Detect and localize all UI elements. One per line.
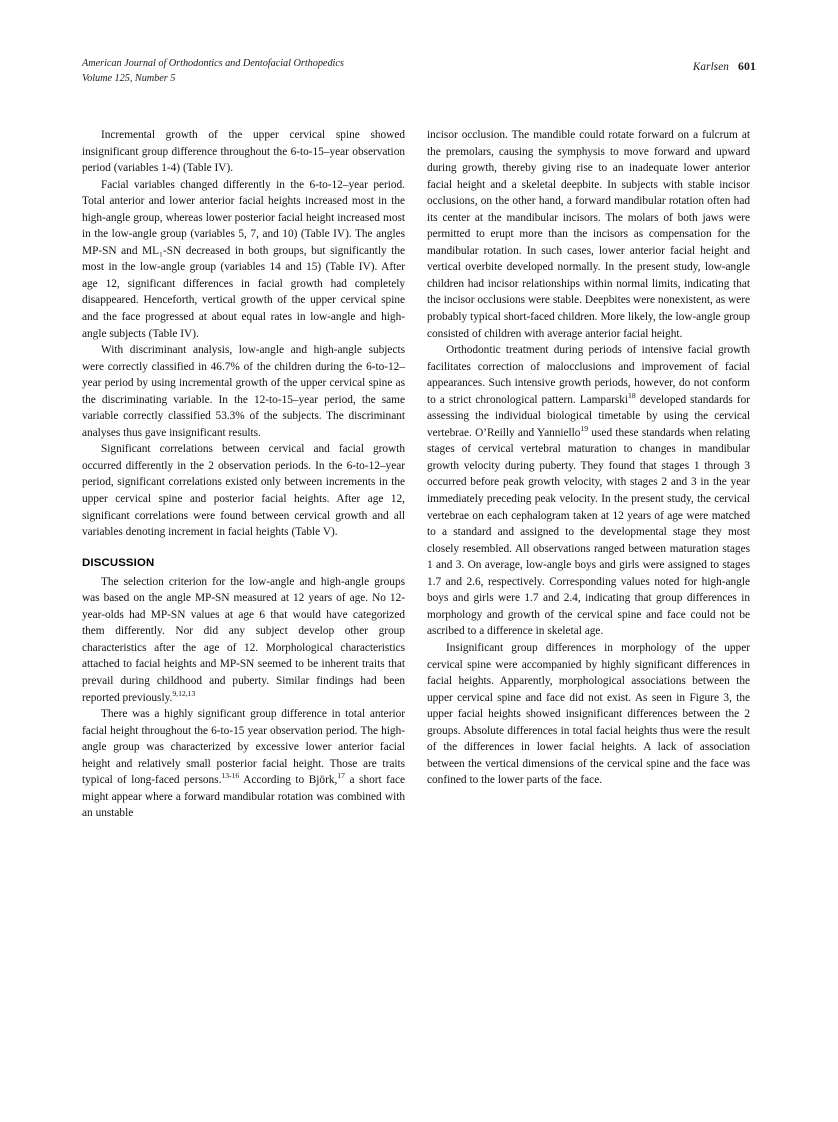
section-heading-discussion: DISCUSSION xyxy=(82,557,155,570)
journal-title: American Journal of Orthodontics and Dentofacial Orthopedics xyxy=(82,58,344,69)
reference-superscript: 13-16 xyxy=(221,771,240,781)
reference-superscript: 17 xyxy=(337,771,345,781)
paragraph-text: The selection criterion for the low-angle and high-angle groups was based on the angle MP-SN measured at 12 years of age. No 12-year-olds had MP-SN values at age 6 that would have categorized them differently. Nor did any subject develop other group characteristics after the age of 12. Morphological characteristics attached to facial heights and MP-SN seemed to be inherent traits that prevail during childhood and puberty. Similar findings had been reported previously. xyxy=(82,575,405,704)
paragraph-text: There was a highly significant group difference in total anterior facial height throughout the 6-to-15 year observation period. The high-angle group was characterized by excessive lower anterior facial height and relatively small posterior facial height. Those are traits typical of long-faced persons. xyxy=(82,708,405,787)
paragraph: With discriminant analysis, low-angle and high-angle subjects were correctly classified in 46.7% of the children during the 6-to-12–year period by using incremental growth of the upper cervical spine as the discriminating variable. In the 12-to-15–year period, the same variable correctly classified 53.3% of the subjects. The discriminant analyses thus gave insignificant results. xyxy=(82,344,405,439)
reference-superscript: 18 xyxy=(628,390,636,400)
paragraph-text: Orthodontic treatment during periods of intensive facial growth facilitates correction of malocclusions and improvement of facial appearances. Such intensive growth periods, however, do not conform to a strict chronological pattern. Lamparski xyxy=(427,344,750,406)
page-number: 601 xyxy=(738,59,756,73)
paragraph: Incremental growth of the upper cervical spine showed insignificant group difference throughout the 6-to-15–year observation period (variables 1-4) (Table IV). xyxy=(82,129,405,175)
paragraph: Insignificant group differences in morphology of the upper cervical spine were accompanied by highly significant differences in facial heights. Apparently, morphological associations between the upper cervical spine and face did not exist. As seen in Figure 3, the upper facial heights showed insignificant differences between the 2 groups. Absolute differences in total facial heights thus were the result of the differences in lower facial heights. A lack of association between the vertical dimensions of the cervical spine and the face was confined to the lower parts of the face. xyxy=(427,641,750,787)
paragraph-text: developed standards for assessing the individual biological timetable by using the cervical vertebrae. O’Reilly and Yanniello xyxy=(427,393,750,439)
paragraph xyxy=(82,706,405,822)
running-head-author-page xyxy=(693,57,756,75)
left-column xyxy=(82,127,405,822)
author-name: Karlsen xyxy=(692,61,729,73)
reference-superscript: 19 xyxy=(580,424,589,434)
paragraph xyxy=(427,342,750,640)
paragraph: Facial variables changed differently in the 6-to-12–year period. Total anterior and lower anterior facial heights increased most in the high-angle group, whereas lower posterior facial height increased most in the low-angle group (variables 5, 7, and 10) (Table IV). The angles MP-SN and ML₁-SN decreased in both groups, but significantly the most in the low-angle group (variables 14 and 15) (Table IV). After age 12, significant differences in facial growth had completely disappeared. Henceforth, vertical growth of the upper cervical spine and the face progressed at about equal rates in low-angle and high-angle subjects (Table IV). xyxy=(82,178,405,340)
paragraph: incisor occlusion. The mandible could rotate forward on a fulcrum at the premolars, causing the symphysis to move forward and upward during growth, thereby giving rise to an inadequate lower anterior facial height and a skeletal deepbite. In subjects with stable incisor occlusions, on the other hand, a forward mandibular rotation often had its center at the mandibular incisors. The molars of both jaws were permitted to erupt more than the incisors as compensation for the mandibular rotation. In such cases, lower anterior facial height and vertical overbite developed normally. In the present study, low-angle children had incisor relationships within normal limits, indicating that the incisor occlusions were stable. Deepbites were nonexistent, as were probably typical short-faced children. More likely, the low-angle group consisted of children with average anterior facial height. xyxy=(427,129,750,340)
running-head xyxy=(82,57,756,91)
right-column xyxy=(427,127,750,789)
paragraph-text: a short face might appear where a forward mandibular rotation was combined with an unstable xyxy=(82,774,405,820)
volume-issue: Volume 125, Number 5 xyxy=(82,72,176,84)
paragraph: Significant correlations between cervical and facial growth occurred differently in the 2 observation periods. In the 6-to-12–year period, significant correlations existed only between increments in the upper cervical spine and posterior facial heights. After age 12, significant correlations were found between cervical growth and all variables denoting increment in facial heights (Table V). xyxy=(82,443,405,539)
running-head-journal xyxy=(82,57,344,86)
reference-superscript: 9,12,13 xyxy=(172,688,196,698)
paragraph-text: used these standards when relating stages of cervical vertebral maturation to changes in mandibular growth velocity during puberty. They found that stages 1 through 3 occurred before peak growth velocity, with stages 2 and 3 in the year immediately preceding peak velocity. In the present study, the cervical vertebrae on each cephalogram taken at 12 years of age were matched to a standard and assigned to the developmental stage they most closely resembled. All observations ranged between maturation stages 1 and 3. On average, low-angle boys and girls were assigned to stages 1.7 and 2.6, respectively. Corresponding values noted for high-angle boys and girls were 1.7 and 2.4, indicating that group differences in morphology and growth of the cervical spine and face could not be ascribed to a difference in skeletal age. xyxy=(427,426,750,638)
paragraph-text: According to Björk, xyxy=(239,774,338,787)
paragraph xyxy=(82,574,405,706)
